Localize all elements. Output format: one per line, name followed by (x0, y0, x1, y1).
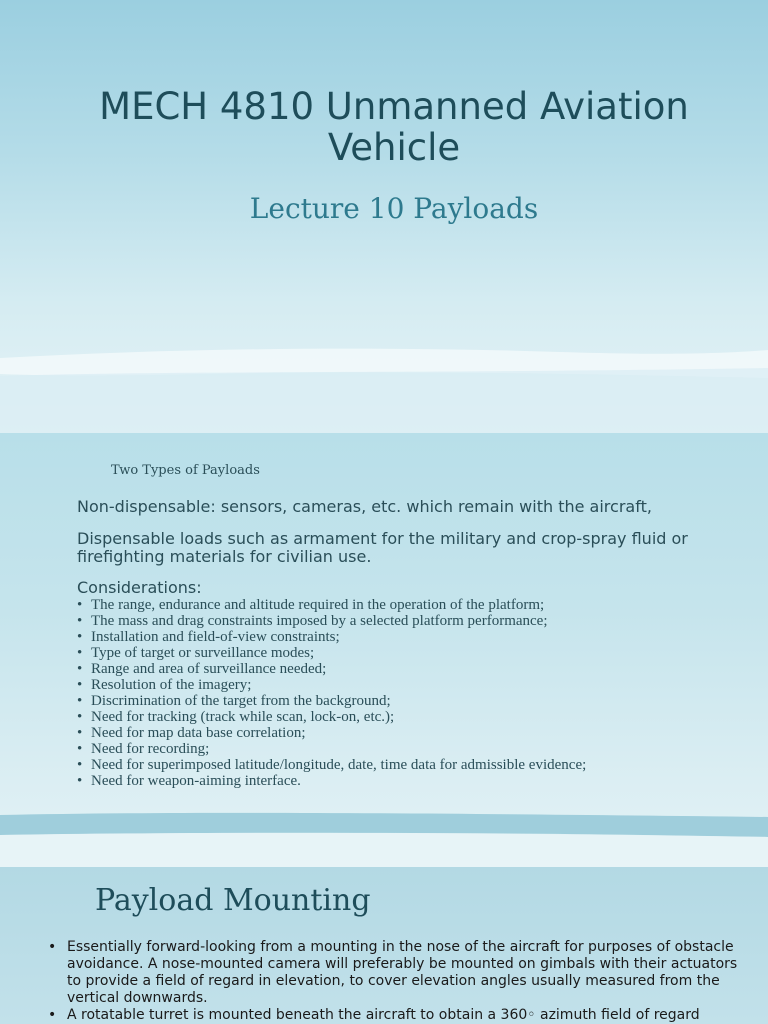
slide-title: Payload Mounting (95, 883, 371, 918)
title-slide (0, 0, 768, 433)
list-item: • The mass and drag constraints imposed by a selected platform performance; (77, 613, 586, 629)
list-item: • Need for map data base correlation; (77, 725, 586, 741)
list-item: • The range, endurance and altitude required in the operation of the platform; (77, 597, 586, 613)
dispensable-text: Dispensable loads such as armament for the military and crop-spray fluid or firefighting materials for civilian use. (77, 529, 688, 566)
wave-decoration (0, 330, 768, 433)
list-item: • Installation and field-of-view constraints; (77, 629, 586, 645)
list-item: • Need for recording; (77, 741, 586, 757)
list-item: • Discrimination of the target from the background; (77, 693, 586, 709)
list-item: • A rotatable turret is mounted beneath the aircraft to obtain a 360◦ azimuth field of regard (48, 1007, 738, 1024)
slide-heading: Two Types of Payloads (111, 463, 260, 478)
list-item: • Essentially forward-looking from a mounting in the nose of the aircraft for purposes of obstacle avoidance. A nose-mounted camera will preferably be mounted on gimbals with their actuators to provide a field of regard in elevation, to cover elevation angles usually measured from the vertical downwards. (48, 939, 738, 1007)
list-item: • Need for tracking (track while scan, lock-on, etc.); (77, 709, 586, 725)
payload-mounting-slide (0, 867, 768, 1024)
list-item: • Type of target or surveillance modes; (77, 645, 586, 661)
list-item: • Need for superimposed latitude/longitude, date, time data for admissible evidence; (77, 757, 586, 773)
mounting-list (48, 939, 738, 1024)
list-item: • Need for weapon-aiming interface. (77, 773, 586, 789)
considerations-list (77, 597, 586, 789)
non-dispensable-text: Non-dispensable: sensors, cameras, etc. which remain with the aircraft, (77, 497, 652, 516)
slide-subtitle: Lecture 10 Payloads (249, 192, 539, 225)
list-item: • Resolution of the imagery; (77, 677, 586, 693)
considerations-label: Considerations: (77, 578, 202, 597)
list-item: • Range and area of surveillance needed; (77, 661, 586, 677)
payload-types-slide (0, 433, 768, 867)
slide-title: MECH 4810 Unmanned Aviation Vehicle (99, 85, 689, 169)
wave-decoration (0, 803, 768, 867)
